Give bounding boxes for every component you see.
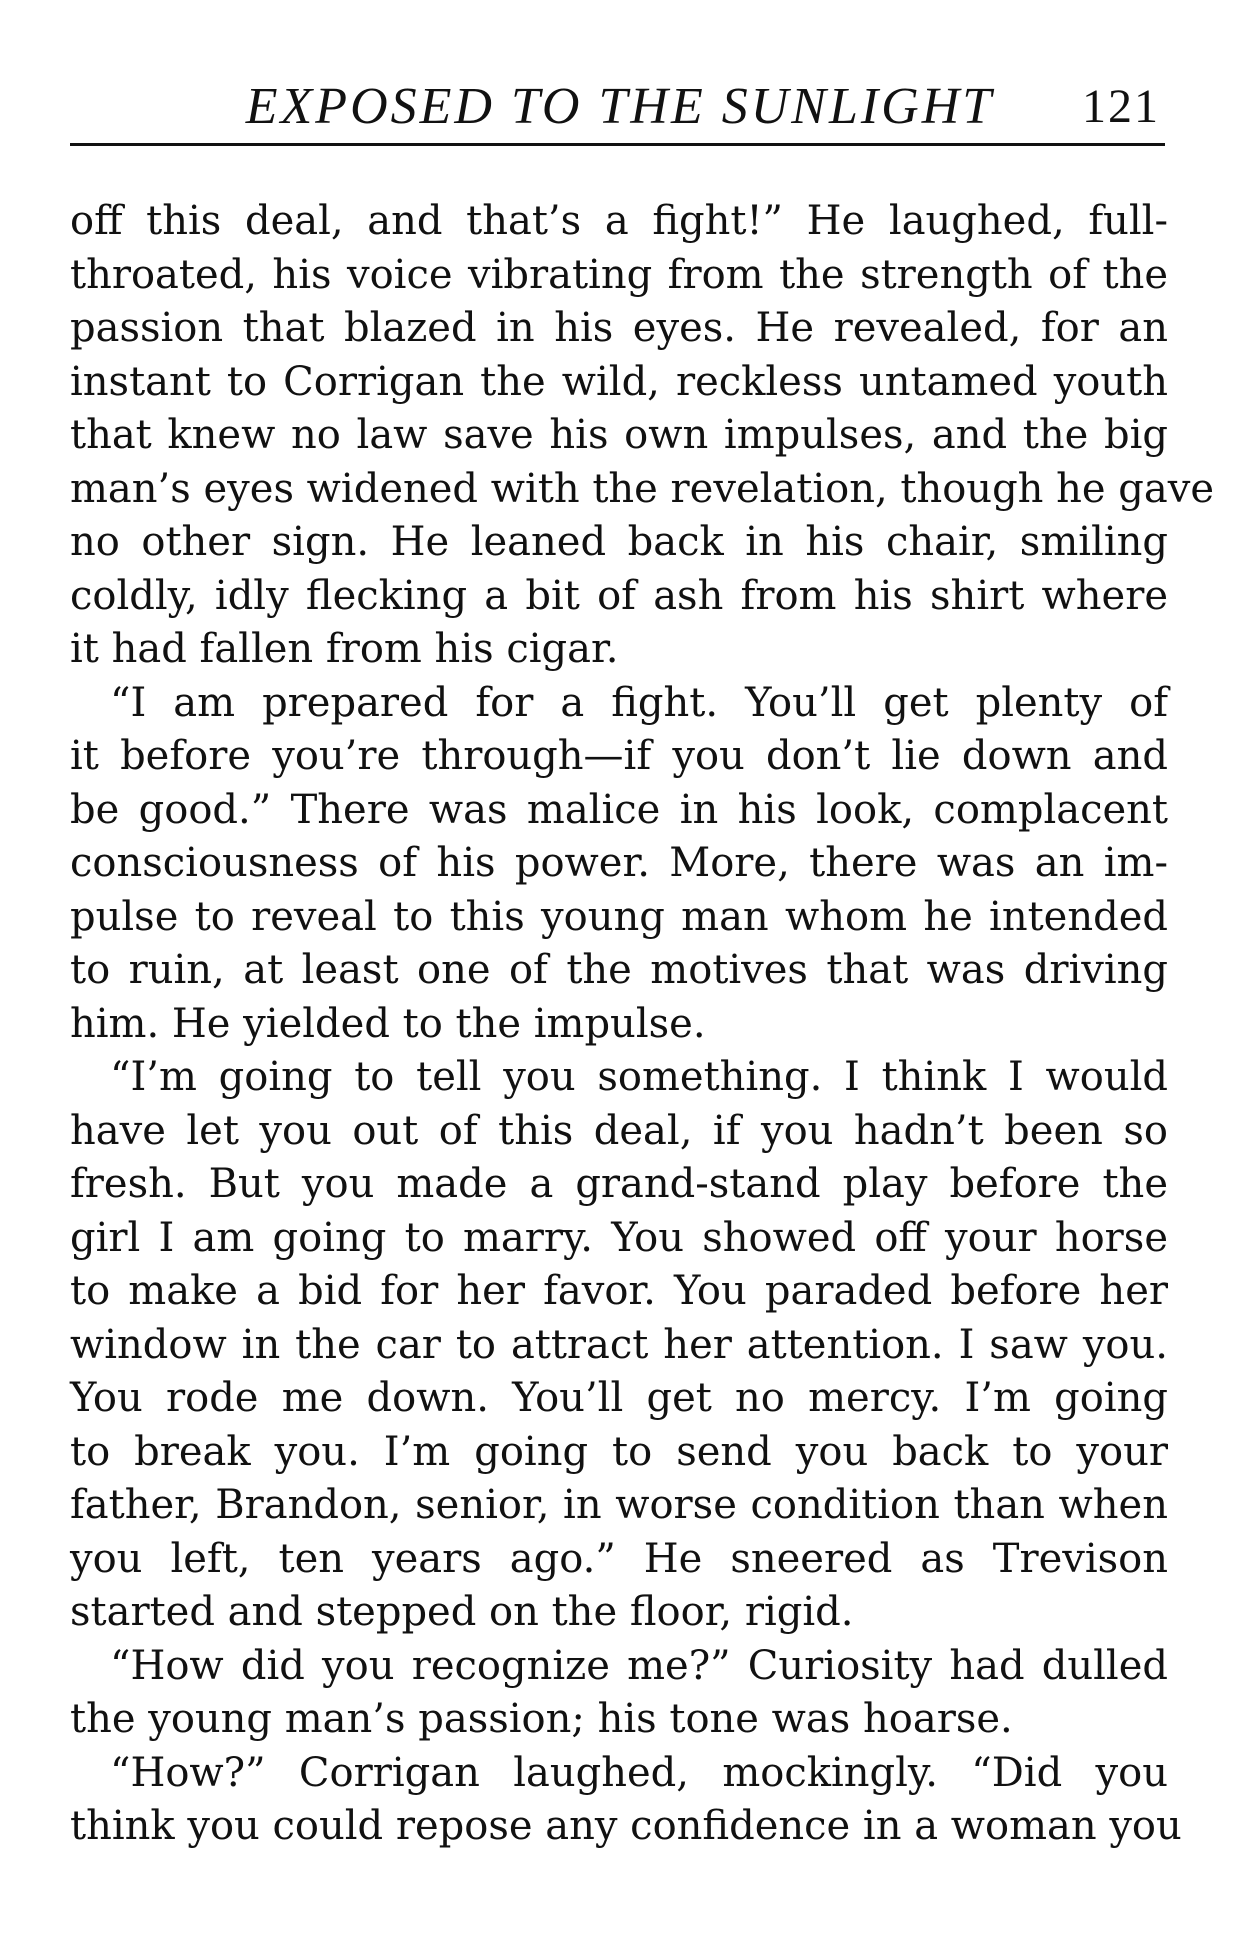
header-rule [70, 143, 1165, 146]
text-line: “How?” Corrigan laughed, mockingly. “Did you [110, 1749, 1168, 1796]
text-line: You rode me down. You’ll get no mercy. I’m going [70, 1375, 1168, 1421]
text-line: pulse to reveal to this young man whom he intended [70, 893, 1168, 940]
text-line: passion that blazed in his eyes. He revealed, for an [70, 305, 1168, 351]
text-line: started and stepped on the floor, rigid. [70, 1589, 854, 1635]
text-line: “I am prepared for a fight. You’ll get plenty of [110, 679, 1168, 726]
text-line: window in the car to attract her attention. I saw you. [70, 1321, 1168, 1368]
text-line: think you could repose any confidence in a woman you [70, 1803, 1182, 1849]
text-line: be good.” There was malice in his look, complacent [70, 786, 1168, 833]
text-line: it had fallen from his cigar. [70, 626, 619, 672]
text-line: you left, ten years ago.” He sneered as Trevison [70, 1535, 1168, 1582]
text-line: to break you. I’m going to send you back to your [70, 1428, 1168, 1475]
text-line: man’s eyes widened with the revelation, though he gave [70, 465, 1215, 512]
text-line: that knew no law save his own impulses, and the big [70, 412, 1168, 458]
text-line: have let you out of this deal, if you hadn’t been so [70, 1107, 1168, 1154]
text-line: off this deal, and that’s a fight!” He laughed, full- [70, 198, 1168, 244]
text-line: fresh. But you made a grand-stand play before the [70, 1161, 1168, 1207]
text-line: to ruin, at least one of the motives that was driving [70, 947, 1168, 993]
text-line: instant to Corrigan the wild, reckless untamed youth [70, 358, 1168, 405]
text-line: coldly, idly flecking a bit of ash from his shirt where [70, 572, 1168, 619]
text-line: it before you’re through—if you don’t lie down and [70, 733, 1168, 779]
text-line: him. He yielded to the impulse. [70, 1000, 706, 1047]
text-line: father, Brandon, senior, in worse condition than when [70, 1482, 1168, 1528]
text-line: to make a bid for her favor. You paraded before her [70, 1268, 1168, 1314]
body-text [70, 195, 1215, 1854]
page-number: 121 [1082, 80, 1160, 133]
running-head [70, 72, 1170, 142]
text-line: throated, his voice vibrating from the strength of the [70, 251, 1168, 298]
running-title: EXPOSED TO THE SUNLIGHT [245, 78, 995, 135]
text-line: “How did you recognize me?” Curiosity had dulled [110, 1642, 1168, 1689]
text-line: consciousness of his power. More, there was an im- [70, 840, 1168, 886]
text-line: the young man’s passion; his tone was hoarse. [70, 1696, 1013, 1742]
text-line: no other sign. He leaned back in his chair, smiling [70, 519, 1168, 565]
text-line: girl I am going to marry. You showed off your horse [70, 1214, 1168, 1261]
text-line: “I’m going to tell you something. I think I would [110, 1054, 1168, 1100]
